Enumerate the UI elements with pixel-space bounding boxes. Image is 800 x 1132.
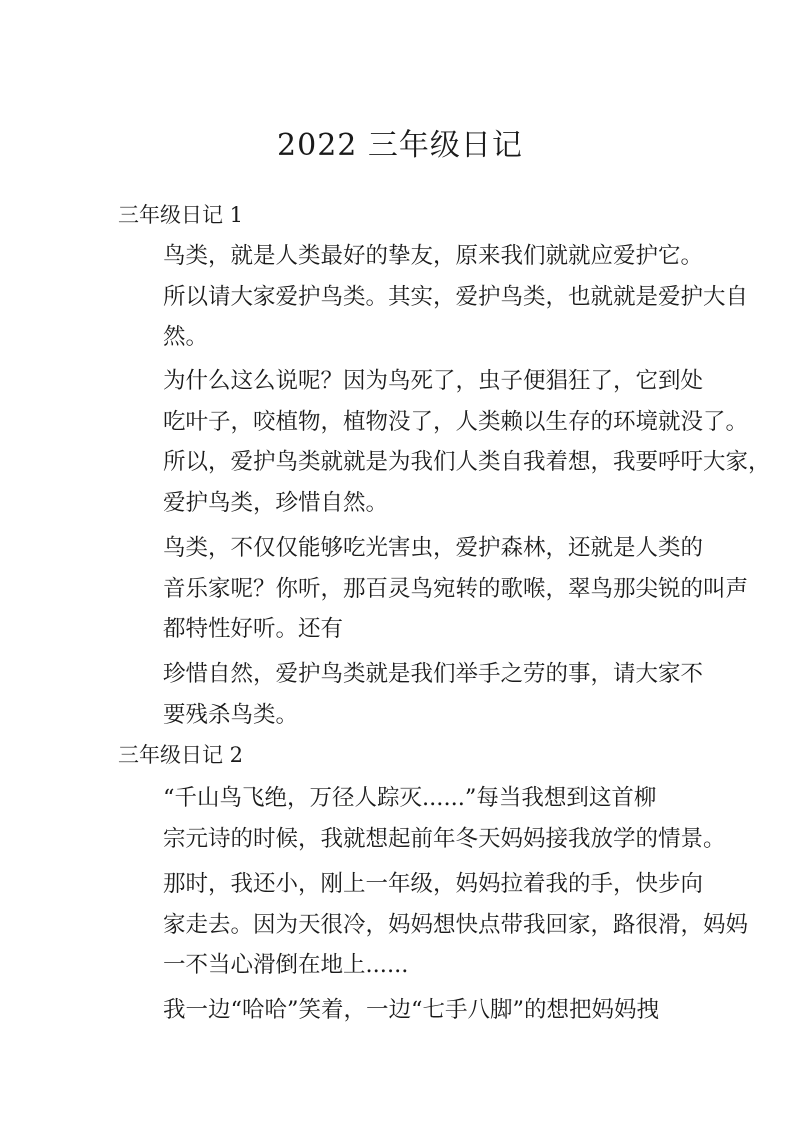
text-line: 家走去。因为天很冷，妈妈想快点带我回家，路很滑，妈妈 [163,911,749,938]
text-line: 吃叶子，咬植物，植物没了，人类赖以生存的环境就没了。 [163,408,749,435]
text-line: 爱护鸟类，珍惜自然。 [163,489,389,516]
paragraph [118,864,749,986]
section-heading-2: 三年级日记 2 [118,743,244,767]
paragraph [118,654,704,735]
text-line: 要残杀鸟类。 [163,701,299,728]
text-line: 一不当心滑倒在地上...... [163,952,409,978]
text-line: 我一边“哈哈”笑着，一边“七手八脚”的想把妈妈拽 [163,997,660,1023]
text-line: 然。 [163,324,209,350]
text-line: “千山鸟飞绝，万径人踪灭......”每当我想到这首柳 [163,785,657,811]
text-line: 都特性好听。还有 [163,616,344,642]
text-line: 所以请大家爱护鸟类。其实，爱护鸟类，也就就是爱护大自 [163,283,749,310]
text-line: 鸟类，就是人类最好的挚友，原来我们就就应爱护它。 [163,243,704,269]
text-line: 音乐家呢？你听，那百灵鸟宛转的歌喉，翠鸟那尖锐的叫声 [163,575,749,602]
paragraph [118,361,771,523]
text-line: 那时，我还小，刚上一年级，妈妈拉着我的手，快步向 [163,871,704,897]
text-line: 所以，爱护鸟类就就是为我们人类自我着想，我要呼吁大家， [163,449,771,475]
section-heading-1: 三年级日记 1 [118,203,244,227]
text-line: 珍惜自然，爱护鸟类就是我们举手之劳的事，请大家不 [163,661,704,687]
text-line: 为什么这么说呢？因为鸟死了，虫子便猖狂了，它到处 [163,368,704,394]
text-line: 鸟类，不仅仅能够吃光害虫，爱护森林，还就是人类的 [163,535,704,561]
paragraph [118,528,749,650]
paragraph [118,990,684,1031]
text-line: 宗元诗的时候，我就想起前年冬天妈妈接我放学的情景。 [163,825,726,852]
document-title: 2022 三年级日记 [277,128,523,163]
paragraph [118,778,726,859]
paragraph [118,236,749,358]
